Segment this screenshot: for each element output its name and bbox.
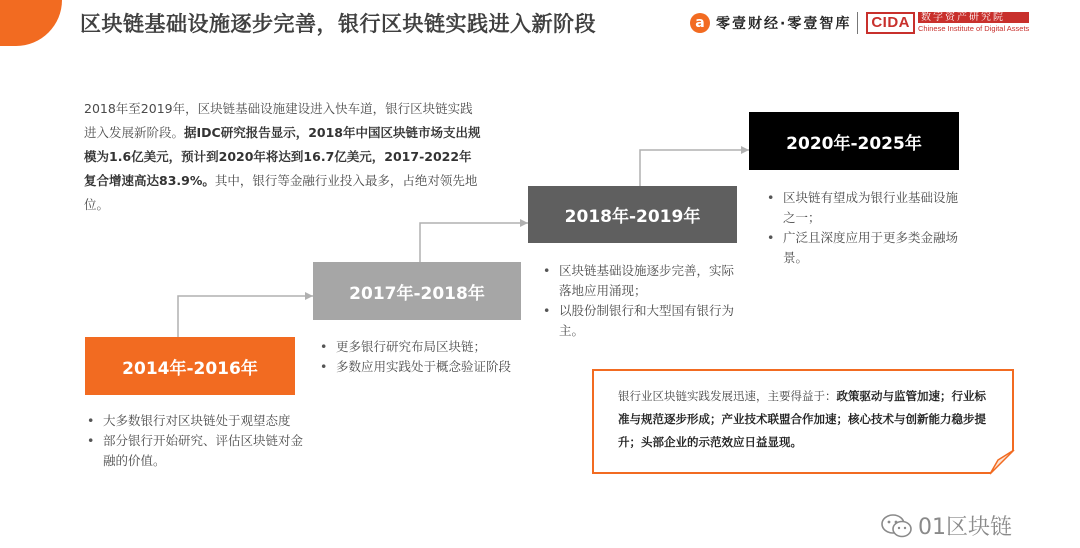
stage-box-2018-2019: 2018年-2019年 (528, 186, 737, 243)
stage-box-2014-2016: 2014年-2016年 (85, 337, 295, 395)
intro-text-1: 2018年至2019年，区块链基础设施建设进入快车道，银行区块链实践进入发展新阶段。 (84, 101, 473, 140)
note-bold: 政策驱动与监管加速；行业标准与规范逐步形成；产业技术联盟合作加速；核心技术与创新能力稳步提升；头部企业的示范效应日益显现。 (618, 389, 986, 449)
bullet-item: • 部分银行开始研究、评估区块链对金融的价值。 (85, 431, 315, 471)
stage-box-2020-2025: 2020年-2025年 (749, 112, 959, 170)
bullet-item: • 区块链基础设施逐步完善，实际落地应用涌现； (541, 261, 741, 301)
connector-2 (420, 223, 528, 262)
cida-name-cn: 数字资产研究院 (918, 12, 1029, 23)
wechat-watermark (880, 510, 1012, 541)
bullet-item: • 广泛且深度应用于更多类金融场景。 (765, 228, 965, 268)
note-fold-corner-icon (990, 450, 1016, 476)
bullet-item: • 区块链有望成为银行业基础设施之一； (765, 188, 965, 228)
lingyi-logo-icon: a (690, 13, 710, 33)
page-title: 区块链基础设施逐步完善，银行区块链实践进入新阶段 (80, 12, 596, 36)
intro-text-3: 其中，银行等金融行业投入最多，占绝对领先地位。 (84, 173, 478, 212)
cida-logo-mark: CIDA (866, 12, 915, 34)
stage-4-bullets (765, 188, 965, 268)
stage-3-bullets (541, 261, 741, 341)
stage-1-bullets (85, 411, 315, 471)
wechat-icon (880, 513, 914, 539)
stage-box-2017-2018: 2017年-2018年 (313, 262, 521, 320)
stage-2-bullets (318, 337, 548, 377)
connector-3 (640, 150, 749, 186)
connector-3-arrow-icon (741, 146, 749, 154)
bullet-item: • 大多数银行对区块链处于观望态度 (85, 411, 315, 431)
brand-text: 零壹财经·零壹智库 (716, 16, 852, 32)
bullet-item: • 多数应用实践处于概念验证阶段 (318, 357, 548, 377)
bullet-item: • 以股份制银行和大型国有银行为主。 (541, 301, 741, 341)
intro-text-bold: 据IDC研究报告显示，2018年中国区块链市场支出规模为1.6亿美元，预计到2020年将达到16.7亿美元，2017-2022年复合增速高达83.9%。 (84, 125, 481, 188)
bullet-item: • 更多银行研究布局区块链； (318, 337, 548, 357)
connector-2-arrow-icon (520, 219, 528, 227)
cida-name-en: Chinese Institute of Digital Assets (918, 24, 1030, 33)
note-lead: 银行业区块链实践发展迅速，主要得益于： (618, 389, 837, 403)
watermark-text: 01区块链 (918, 515, 1012, 540)
summary-note (592, 369, 1014, 474)
connector-1 (178, 296, 313, 337)
connector-1-arrow-icon (305, 292, 313, 300)
